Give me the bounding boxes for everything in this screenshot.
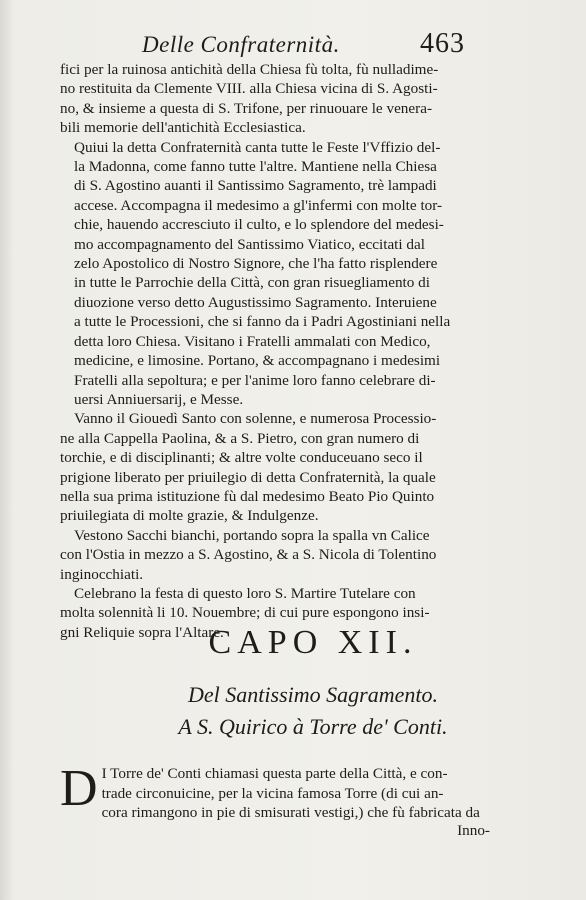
text-line: cora rimangono in pie di smisurati vestigi,) che fù fabricata da <box>101 804 480 821</box>
text-line: mo accompagnamento del Santissimo Viatico, eccitati dal <box>74 235 425 253</box>
text-line: fici per la ruinosa antichità della Chiesa fù tolta, fù nulladime- <box>60 61 439 78</box>
text-line: chie, hauendo accresciuto il culto, e lo splendore del medesi- <box>74 216 444 234</box>
text-line: accese. Accompagna il medesimo a gl'infermi con molte tor- <box>74 196 443 214</box>
text-line: la Madonna, come fanno tutte l'altre. Mantiene nella Chiesa <box>74 158 437 176</box>
paragraph-2 <box>60 138 490 410</box>
opening-paragraph <box>60 760 492 823</box>
body-text <box>60 60 490 642</box>
paragraph-4 <box>60 526 490 584</box>
text-line: Vestono Sacchi bianchi, portando sopra la spalla vn Calice <box>74 526 430 544</box>
running-head: Delle Confraternità. <box>142 32 340 57</box>
text-line: a tutte le Processioni, che si fanno da i Padri Agostiniani nella <box>74 313 451 331</box>
text-line: bili memorie dell'antichità Ecclesiastica. <box>60 119 306 137</box>
text-line: zelo Apostolico di Nostro Signore, che l'ha fatto risplendere <box>74 255 438 273</box>
text-line: in tutte le Parrochie della Città, con gran risuegliamento di <box>74 274 430 292</box>
text-line: priuilegiata di molte grazie, & Indulgenze. <box>60 507 319 525</box>
text-line: inginocchiati. <box>60 565 144 583</box>
paragraph-3 <box>60 409 490 525</box>
text-line: I Torre de' Conti chiamasi questa parte della Città, e con- <box>101 765 448 782</box>
text-line: no, & insieme a questa di S. Trifone, per rinuouare le venera- <box>60 99 432 117</box>
text-line: nella sua prima istituzione fù dal medesimo Beato Pio Quinto <box>60 487 435 505</box>
text-line: di S. Agostino auanti il Santissimo Sagramento, trè lampadi <box>74 177 437 195</box>
catchword: Inno- <box>457 822 490 839</box>
chapter-location: A S. Quirico à Torre de' Conti. <box>178 714 448 739</box>
text-line: uersi Anniuersarij, e Messe. <box>74 390 244 408</box>
text-line: diuozione verso detto Augustissimo Sagramento. Interuiene <box>74 293 437 311</box>
text-line: prigione liberato per priuilegio di detta Confraternità, la quale <box>60 468 436 486</box>
text-line: torchie, e di disciplinanti; & altre volte conduceuano seco il <box>60 449 423 467</box>
chapter-subtitle: Del Santissimo Sagramento. <box>188 682 438 707</box>
text-line: con l'Ostia in mezzo a S. Agostino, & a S. Nicola di Tolentino <box>60 546 437 564</box>
text-line: Vanno il Giouedì Santo con solenne, e numerosa Processio- <box>74 410 437 428</box>
text-line: no restituita da Clemente VIII. alla Chiesa vicina di S. Agosti- <box>60 80 438 98</box>
paragraph-1 <box>60 60 490 138</box>
text-line: detta loro Chiesa. Visitano i Fratelli ammalati con Medico, <box>74 332 431 350</box>
text-line: ne alla Cappella Paolina, & a S. Pietro, con gran numero di <box>60 429 420 447</box>
text-line: medicine, e limosine. Portano, & accompagnano i medesimi <box>74 352 441 370</box>
page-number: 463 <box>420 28 465 59</box>
chapter-title: CAPO XII. <box>208 624 418 661</box>
text-line: trade circonuicine, per la vicina famosa Torre (di cui an- <box>101 784 444 802</box>
page-header <box>0 26 586 62</box>
text-line: Quiui la detta Confraternità canta tutte le Feste l'Vffizio del- <box>74 138 441 156</box>
text-line: Fratelli alla sepoltura; e per l'anime loro fanno celebrare di- <box>74 371 436 389</box>
text-line: gni Reliquie sopra l'Altare. <box>60 623 224 641</box>
text-line: molta solennità li 10. Nouembre; di cui pure espongono insi- <box>60 604 430 622</box>
text-line: Celebrano la festa di questo loro S. Martire Tutelare con <box>74 584 416 602</box>
drop-cap: D <box>60 760 98 817</box>
